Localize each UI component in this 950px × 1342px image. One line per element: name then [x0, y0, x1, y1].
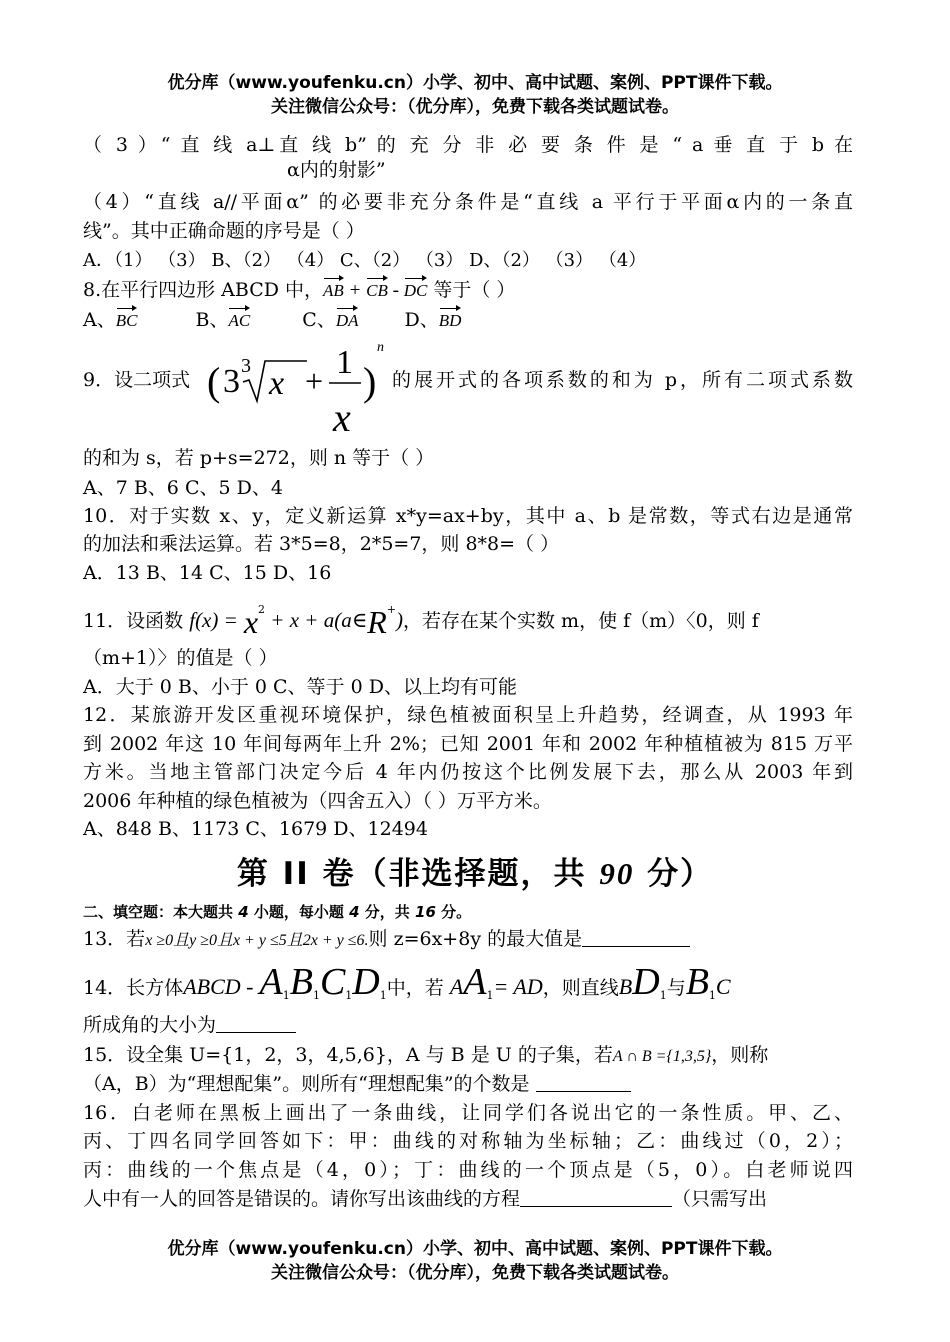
q10-line-1: 10．对于实数 x、y，定义新运算 x*y=ax+by，其中 a、b 是常数，等式右边是通常 [83, 505, 853, 527]
fill-heading-count: 4 [238, 903, 249, 921]
q16-line-1: 16．白老师在黑板上画出了一条曲线，让同学们各说出它的一条性质。甲、乙、 [83, 1102, 853, 1124]
vector-bd: BD [439, 305, 462, 333]
formula-radicand: x [269, 365, 285, 402]
q14-sub-bd: 1 [659, 988, 667, 1002]
q14-bd-b: B [618, 974, 633, 999]
vector-da: DA [336, 305, 359, 333]
q15-answer-blank [536, 1091, 631, 1092]
q8-option-c: C、 [302, 309, 336, 331]
fill-in-heading [83, 901, 471, 922]
q14-sub-aa: 1 [486, 988, 494, 1002]
fill-heading-points-each: 4 [349, 903, 360, 921]
fill-heading-post: 分。 [435, 903, 472, 921]
formula-exponent: n [377, 340, 384, 355]
vector-cb: CB [366, 275, 388, 303]
q11-stem-post: ，若存在某个实数 m，使 f（m）〈0，则 f [403, 610, 759, 632]
section-2-title [0, 848, 950, 893]
q11-stem-pre: 11．设函数 [83, 610, 184, 632]
q8-stem [83, 275, 853, 303]
q14-sub-b: 1 [312, 988, 320, 1002]
q14-b1: B [289, 961, 313, 1003]
q10-line-2: 的加法和乘法运算。若 3*5=8，2*5=7，则 8*8=（ ） [83, 533, 560, 555]
q11-formula-plus-sup: + [386, 603, 397, 616]
vector-dc: DC [404, 275, 428, 303]
q9-stem-post: 的展开式的各项系数的和为 p，所有二项式系数 [392, 369, 853, 391]
q14-bd-d: D [632, 961, 660, 1003]
vector-ab: AB [323, 275, 344, 303]
q14-line-2 [83, 1013, 853, 1037]
q7-statement-4-line-2: 线”。其中正确命题的序号是（ ） [83, 220, 365, 242]
q12-line-1: 12．某旅游开发区重视环境保护，绿色植被面积呈上升趋势，经调查，从 1993 年 [83, 704, 853, 726]
q14-aa-second: A [463, 961, 487, 1003]
q16-line-2: 丙、丁四名同学回答如下：甲：曲线的对称轴为坐标轴；乙：曲线过（0，2）； [83, 1130, 853, 1152]
vector-ac: AC [228, 305, 250, 333]
q7-statement-3-line-2: α内的射影” [287, 159, 386, 181]
q8-minus: - [387, 280, 404, 301]
fill-heading-pre: 二、填空题：本大题共 [83, 903, 239, 921]
formula-right-paren: ) [363, 359, 377, 404]
q11-formula-x: x [243, 604, 259, 640]
footer-line-2: 关注微信公众号：（优分库），免费下载各类试题试卷。 [271, 1263, 679, 1283]
q16-line-4-post: （只需写出 [672, 1188, 768, 1210]
q8-stem-pre: 8.在平行四边形 ABCD 中， [83, 279, 324, 301]
q13-stem [83, 927, 853, 953]
q8-option-d: D、 [404, 309, 439, 331]
q14-a1: A [259, 961, 283, 1003]
q14-bc-c: C [715, 974, 731, 999]
q8-option-a: A、 [83, 309, 116, 331]
q8-options [83, 305, 853, 333]
q13-condition: x ≥0且y ≥0且x + y ≤5且2x + y ≤6. [145, 932, 369, 949]
q14-answer-blank [216, 1032, 296, 1033]
q11-formula-c: ) [396, 608, 404, 632]
q12-options: A、848 B、1173 C、1679 D、12494 [83, 818, 428, 840]
q16-line-4-pre: 人中有一人的回答是错误的。请你写出该曲线的方程 [83, 1188, 521, 1210]
q8-option-b: B、 [195, 309, 229, 331]
q13-stem-post: 则 z=6x+8y 的最大值是 [368, 928, 583, 950]
q15-line-2 [83, 1072, 853, 1096]
header-line-2: 关注微信公众号：（优分库），免费下载各类试题试卷。 [271, 97, 679, 117]
q12-line-2: 到 2002 年这 10 年间每两年上升 2%；已知 2001 年和 2002 年种植植被为 815 万平 [83, 733, 853, 755]
section-2-title-post: 分） [634, 856, 714, 892]
q14-stem [83, 961, 853, 1015]
header-line-1: 优分库（www.youfenku.cn）小学、初中、高中试题、案例、PPT课件下载。 [167, 73, 783, 93]
formula-root-index: 3 [241, 355, 251, 377]
q7-statement-3-line-1: （ 3 ）“ 直 线 a⊥直 线 b” 的 充 分 非 必 要 条 件 是 “ a 垂 直 于 b 在 [83, 134, 853, 156]
q13-answer-blank [582, 946, 690, 947]
fill-heading-total: 16 [415, 903, 436, 921]
formula-plus: + [305, 363, 324, 399]
q15-line-1-post: ，则称 [711, 1044, 769, 1066]
q13-stem-pre: 13．若 [83, 928, 146, 950]
q14-d1: D [352, 961, 380, 1003]
q15-line-2-text: （A，B）为“理想配集”。则所有“理想配集”的个数是 [83, 1073, 530, 1095]
q15-condition: A ∩ B ={1,3,5} [612, 1048, 712, 1065]
q14-equals-ad: = AD [493, 974, 543, 999]
q12-line-3: 方米。当地主管部门决定今后 4 年内仍按这个比例发展下去，那么从 2003 年到 [83, 761, 853, 783]
fill-heading-mid-1: 小题，每小题 [248, 903, 350, 921]
q14-sub-a: 1 [282, 988, 290, 1002]
section-2-title-pre: 第 II 卷（非选择题，共 [236, 856, 600, 892]
q14-sub-bc: 1 [708, 988, 716, 1002]
q11-formula-exp: 2 [258, 603, 266, 616]
q14-sub-d: 1 [379, 988, 387, 1002]
q12-line-4: 2006 年种植的绿色植被为（四舍五入）（ ）万平方米。 [83, 790, 552, 812]
q10-options: A．13 B、14 C、15 D、16 [83, 562, 332, 584]
q14-line-2-text: 所成角的大小为 [83, 1014, 217, 1036]
formula-denominator: x [333, 395, 351, 440]
q9-line-2: 的和为 s，若 p+s=272，则 n 等于（ ） [83, 447, 435, 469]
q14-mid-1: 中，若 [386, 977, 444, 999]
formula-left-paren: ( [207, 359, 221, 404]
q9-stem-pre: 9．设二项式 [83, 369, 191, 391]
q15-line-1 [83, 1043, 853, 1069]
q11-options: A．大于 0 B、小于 0 C、等于 0 D、以上均有可能 [83, 676, 517, 698]
q11-formula-r: R [367, 604, 387, 640]
q11-line-2: （m+1）〉的值是（ ） [83, 647, 278, 669]
q14-stem-pre: 14．长方体 [83, 977, 184, 999]
q8-plus: + [343, 280, 367, 301]
q9-options: A、7 B、6 C、5 D、4 [83, 477, 283, 499]
footer-line-1: 优分库（www.youfenku.cn）小学、初中、高中试题、案例、PPT课件下载。 [167, 1239, 783, 1259]
q14-aa-first: A [449, 974, 464, 999]
formula-coef: 3 [223, 363, 240, 400]
q14-c1: C [319, 961, 346, 1003]
q7-statement-4-line-1: （4）“直线 a//平面α” 的必要非充分条件是“直线 a 平行于平面α内的一条直 [83, 191, 853, 213]
q14-bc-b: B [685, 961, 709, 1003]
section-2-score: 90 [599, 856, 635, 891]
binomial-formula [203, 335, 393, 440]
q7-options: A．（1） （3） B、（2） （4） C、（2） （3） D、（2） （3） （4） [83, 250, 647, 271]
q8-stem-post: 等于（ ） [433, 279, 516, 301]
q14-box-name: ABCD - [183, 974, 254, 999]
vector-bc: BC [116, 305, 138, 333]
q14-mid-3: 与 [666, 977, 686, 999]
q14-mid-2: ，则直线 [542, 977, 619, 999]
q11-formula-b: + x + a(a∈ [265, 608, 368, 632]
q16-answer-blank [520, 1206, 672, 1207]
fill-heading-mid-2: 分，共 [359, 903, 416, 921]
q16-line-3: 丙：曲线的一个焦点是（4，0）；丁：曲线的一个顶点是（5，0）。白老师说四 [83, 1159, 853, 1181]
q11-formula-a: f(x) = [189, 608, 238, 632]
formula-numerator: 1 [336, 344, 353, 381]
q14-sub-c: 1 [345, 988, 353, 1002]
q15-line-1-pre: 15．设全集 U={1，2，3，4,5,6}，A 与 B 是 U 的子集，若 [83, 1044, 613, 1066]
q11-stem [83, 598, 853, 640]
q16-line-4 [83, 1187, 853, 1211]
